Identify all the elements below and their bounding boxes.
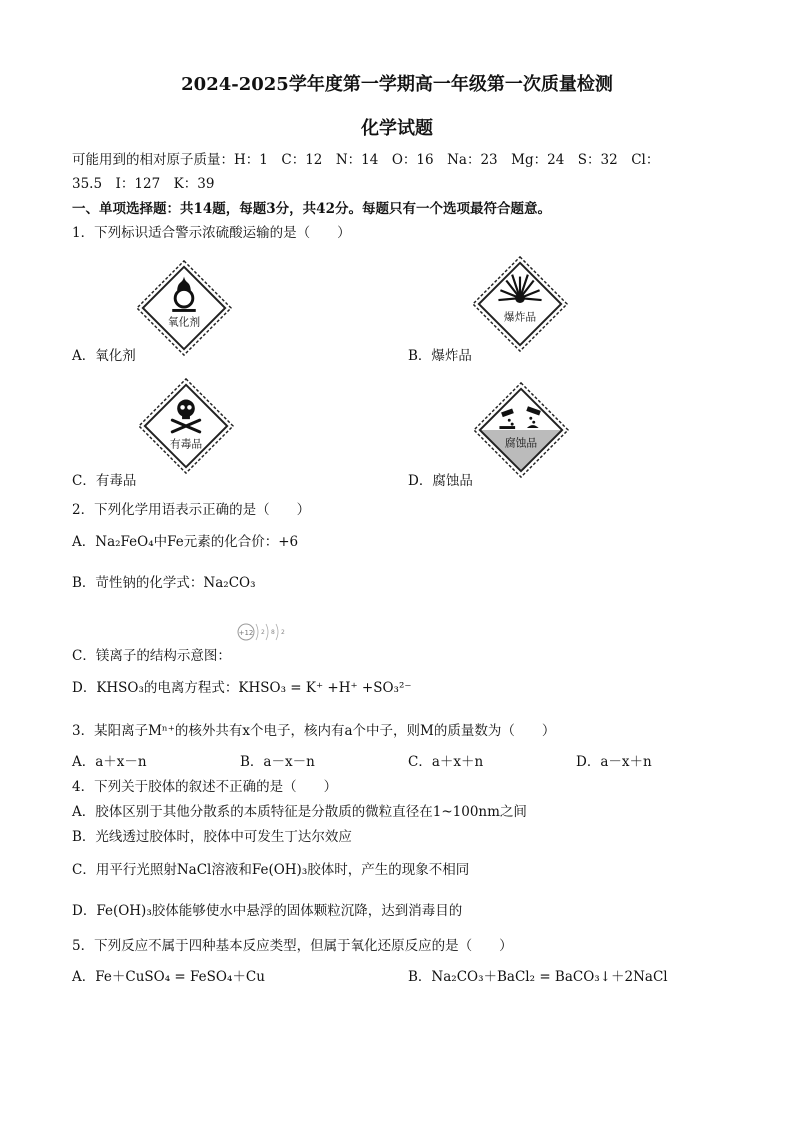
q4-option-c: C．用平行光照射NaCl溶液和Fe(OH)₃胶体时，产生的现象不相同 <box>72 862 470 878</box>
q3-stem: 3．某阳离子Mⁿ⁺的核外共有x个电子，核内有a个中子，则M的质量数为（ ） <box>72 723 556 739</box>
q1-option-c: C．有毒品 <box>72 473 137 489</box>
q2-option-a <box>72 530 298 550</box>
q1-option-a: A．氧化剂 <box>72 348 136 364</box>
q2-option-c: C．镁离子的结构示意图： <box>72 648 231 664</box>
section-heading: 一、单项选择题：共14题，每题3分，共42分。每题只有一个选项最符合题意。 <box>72 201 551 217</box>
atomic-masses-line2: 35.5 I：127 K：39 <box>72 176 215 192</box>
q2-option-a-label: A． <box>72 534 96 550</box>
q2-option-b-formula: Na₂CO₃ <box>203 575 256 591</box>
q3-option-a: A．a＋x－n <box>72 754 147 770</box>
q2-option-b <box>72 571 256 591</box>
q2-stem: 2．下列化学用语表示正确的是（ ） <box>72 502 311 518</box>
q4-stem: 4．下列关于胶体的叙述不正确的是（ ） <box>72 779 338 795</box>
q4-option-d: D．Fe(OH)₃胶体能够使水中悬浮的固体颗粒沉降，达到消毒目的 <box>72 903 463 919</box>
q4-option-b: B．光线透过胶体时，胶体中可发生丁达尔效应 <box>72 829 352 845</box>
q4-option-a: A．胶体区别于其他分散系的本质特征是分散质的微粒直径在1~100nm之间 <box>72 804 527 820</box>
q2-option-a-formula: Na₂FeO₄ <box>95 534 154 550</box>
corrosive-sign-label: 腐蚀品 <box>504 436 538 450</box>
q5-stem: 5．下列反应不属于四种基本反应类型，但属于氧化还原反应的是（ ） <box>72 938 513 954</box>
q5-option-b: B．Na₂CO₃＋BaCl₂ = BaCO₃↓＋2NaCl <box>408 969 668 985</box>
explosive-sign-label: 爆炸品 <box>503 310 537 324</box>
q3-option-d: D．a－x＋n <box>576 754 652 770</box>
toxic-sign <box>137 377 235 475</box>
q1-option-d: D．腐蚀品 <box>408 473 473 489</box>
exam-subtitle: 化学试题 <box>361 118 433 139</box>
mg-ion-nucleus: +12 <box>238 629 254 637</box>
q3-option-c: C．a＋x＋n <box>408 754 484 770</box>
q2-option-d-label: D．KHSO₃的电离方程式： <box>72 680 239 696</box>
mg-ion-shell1: 2 <box>261 629 265 636</box>
corrosive-sign <box>472 381 570 479</box>
mg-ion-shell2: 8 <box>271 629 275 636</box>
q2-option-d-equation: KHSO₃ = K⁺ +H⁺ +SO₃²⁻ <box>238 680 412 696</box>
explosive-sign <box>471 255 569 353</box>
mg-ion-shell3: 2 <box>281 629 285 636</box>
oxidizer-sign-label: 氧化剂 <box>167 315 201 329</box>
oxidizer-sign <box>135 259 233 357</box>
q1-stem: 1．下列标识适合警示浓硫酸运输的是（ ） <box>72 225 351 241</box>
q2-option-b-label: B．苛性钠的化学式： <box>72 575 204 591</box>
q2-option-d <box>72 676 411 696</box>
mg-ion-diagram <box>236 620 288 644</box>
exam-title: 2024-2025学年度第一学期高一年级第一次质量检测 <box>181 74 613 95</box>
q1-option-b: B．爆炸品 <box>408 348 472 364</box>
q2-option-a-text: 中Fe元素的化合价：+6 <box>153 534 299 550</box>
toxic-sign-label: 有毒品 <box>169 437 203 451</box>
q3-option-b: B．a－x－n <box>240 754 315 770</box>
q5-option-a: A．Fe＋CuSO₄ = FeSO₄＋Cu <box>72 969 265 985</box>
atomic-masses-line1: 可能用到的相对原子质量：H：1 C：12 N：14 O：16 Na：23 Mg：24 S：32 Cl： <box>72 152 660 168</box>
